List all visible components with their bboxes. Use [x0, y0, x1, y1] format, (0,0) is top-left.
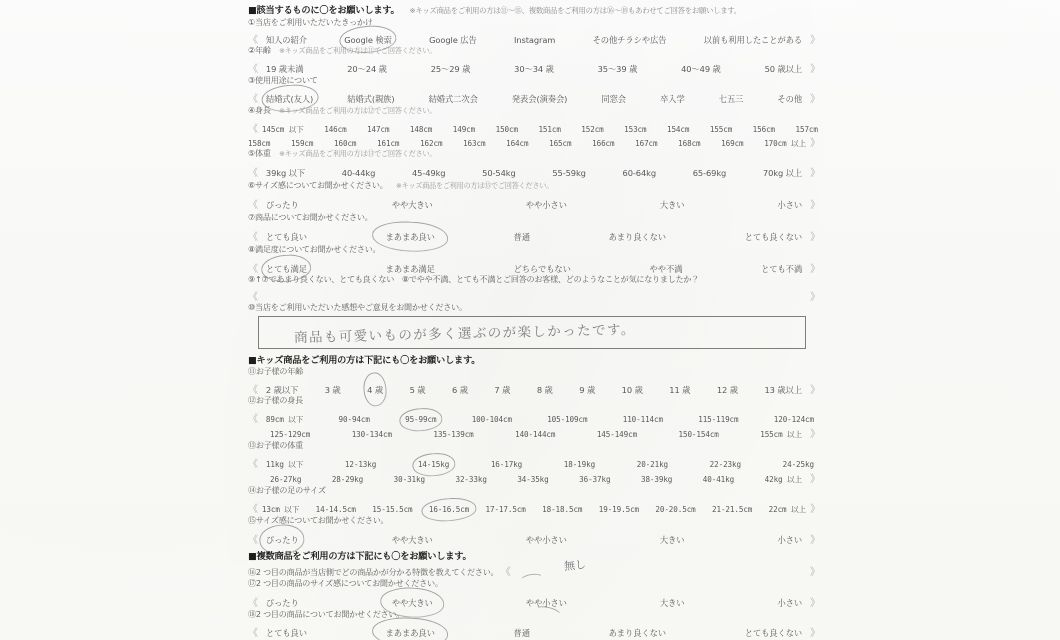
bracket-left: 《 — [248, 264, 258, 275]
option-q2-1[interactable]: 20～24 歳 — [347, 64, 387, 74]
option-q4-4[interactable]: 149cm — [452, 125, 476, 134]
option-q3-1[interactable]: 結婚式(親族) — [347, 94, 395, 104]
main-banner-note: ※キッズ商品をご利用の方は⑪～⑮、複数商品をご利用の方は⑯～⑱もあわせてご回答をお願いします。 — [409, 6, 741, 15]
question-4-options-row2 — [248, 134, 820, 149]
option-q13-13[interactable]: 36-37kg — [579, 475, 611, 484]
option-q12-0[interactable]: 89cm 以下 — [265, 415, 304, 424]
question-2-label: ②年齢 ※キッズ商品をご利用の方は⑪でご回答ください。 — [248, 45, 437, 55]
option-q12-4[interactable]: 105-109cm — [547, 415, 588, 424]
option-q12-3[interactable]: 100-104cm — [471, 415, 512, 424]
option-q18-3[interactable]: あまり良くない — [608, 628, 666, 638]
option-q12-13[interactable]: 150-154cm — [678, 430, 719, 439]
option-q18-2[interactable]: 普通 — [513, 628, 530, 638]
bracket-left: 《 — [248, 64, 258, 75]
question-8-options — [248, 260, 820, 275]
option-q4-0[interactable]: 145cm 以下 — [261, 125, 304, 134]
option-q6-2[interactable]: やや小さい — [525, 200, 567, 210]
bracket-right: 》 — [810, 598, 820, 609]
option-q1-2[interactable]: Google 広告 — [429, 35, 477, 45]
bracket-right: 》 — [810, 504, 820, 515]
question-16-label: ⑯2 つ目の商品が当店側でどの商品かが分かる特徴を教えてください。 《 — [248, 567, 511, 578]
option-q15-0[interactable]: ぴったり — [265, 535, 299, 545]
question-10-label: ⑩当店をご利用いただいた感想やご意見をお聞かせください。 — [248, 302, 467, 312]
option-q5-0[interactable]: 39kg 以下 — [265, 168, 306, 178]
bracket-right: 》 — [810, 138, 820, 149]
main-section-banner — [248, 2, 820, 16]
option-q4-20[interactable]: 165cm — [549, 139, 572, 148]
option-q7-2[interactable]: 普通 — [513, 232, 530, 242]
question-11-options — [248, 381, 820, 396]
option-q11-2[interactable]: 4 歳 — [367, 385, 384, 395]
option-q4-25[interactable]: 170cm 以上 — [764, 139, 807, 148]
option-q2-6[interactable]: 50 歳以上 — [764, 64, 803, 74]
option-q4-12[interactable]: 157cm — [795, 125, 818, 134]
bracket-right: 》 — [810, 168, 820, 179]
bracket-left: 《 — [248, 598, 258, 609]
option-q4-3[interactable]: 148cm — [409, 125, 433, 134]
option-q17-4[interactable]: 小さい — [777, 598, 803, 608]
option-q13-2[interactable]: 14-15kg — [417, 460, 450, 469]
bracket-left: 《 — [248, 535, 258, 546]
option-q4-24[interactable]: 169cm — [721, 139, 744, 148]
question-7-label: ⑦商品についてお聞かせください。 — [248, 212, 373, 222]
option-q6-1[interactable]: やや大きい — [391, 200, 433, 210]
option-q1-0[interactable]: 知人の紹介 — [265, 35, 307, 45]
bracket-left: 《 — [248, 292, 258, 303]
option-q15-1[interactable]: やや大きい — [391, 535, 433, 545]
question-17-options — [248, 594, 820, 609]
option-q13-11[interactable]: 32-33kg — [455, 475, 487, 484]
option-q13-12[interactable]: 34-35kg — [517, 475, 549, 484]
question-6-note: ※キッズ商品をご利用の方は⑮でご回答ください。 — [395, 181, 553, 190]
option-q8-3[interactable]: やや不満 — [649, 264, 683, 274]
option-q4-6[interactable]: 151cm — [538, 125, 561, 134]
bracket-right: 》 — [810, 232, 820, 243]
question-12-label: ⑫お子様の身長 — [248, 395, 303, 405]
bracket-left: 《 — [248, 459, 258, 470]
option-q12-6[interactable]: 115-119cm — [698, 415, 739, 424]
question-4-label: ④身長 ※キッズ商品をご利用の方は⑫でご回答ください。 — [248, 105, 437, 115]
bracket-right: 》 — [810, 292, 820, 303]
bracket-left: 《 — [248, 168, 258, 179]
option-q4-2[interactable]: 147cm — [367, 125, 390, 134]
kids-section-banner: ■キッズ商品をご利用の方は下記にも〇をお願いします。 — [248, 355, 481, 366]
option-q3-4[interactable]: 同窓会 — [601, 94, 626, 104]
bracket-left: 《 — [248, 504, 258, 515]
option-q6-3[interactable]: 大きい — [659, 200, 685, 210]
option-q2-3[interactable]: 30～34 歳 — [514, 64, 554, 74]
option-q5-1[interactable]: 40-44kg — [341, 168, 376, 178]
option-q4-11[interactable]: 156cm — [752, 125, 776, 134]
option-q18-0[interactable]: とても良い — [265, 628, 307, 638]
option-q13-1[interactable]: 12-13kg — [344, 460, 377, 469]
multi-section-banner: ■複数商品をご利用の方は下記にも〇をお願いします。 — [248, 551, 472, 562]
bracket-right: 》 — [810, 264, 820, 275]
bracket-right: 》 — [810, 200, 820, 211]
option-q12-2[interactable]: 95-99cm — [405, 415, 437, 424]
bracket-left: 《 — [248, 232, 258, 243]
option-q17-2[interactable]: やや小さい — [525, 598, 567, 608]
option-q4-17[interactable]: 162cm — [420, 139, 443, 148]
bracket-right: 》 — [810, 64, 820, 75]
option-q4-14[interactable]: 159cm — [291, 139, 314, 148]
option-q4-15[interactable]: 160cm — [334, 139, 357, 148]
option-q1-5[interactable]: 以前も利用したことがある — [703, 35, 803, 45]
bracket-left: 《 — [248, 94, 258, 105]
option-q14-7[interactable]: 20-20.5cm — [655, 505, 696, 514]
option-q12-1[interactable]: 90-94cm — [338, 415, 370, 424]
option-q4-10[interactable]: 155cm — [709, 125, 733, 134]
option-q4-21[interactable]: 166cm — [592, 139, 615, 148]
question-3-options — [248, 90, 820, 105]
option-q6-4[interactable]: 小さい — [777, 200, 803, 210]
option-q4-23[interactable]: 168cm — [678, 139, 701, 148]
question-2-options — [248, 60, 820, 75]
option-q12-9[interactable]: 130-134cm — [351, 430, 392, 439]
option-q13-6[interactable]: 22-23kg — [709, 460, 741, 469]
option-q13-5[interactable]: 20-21kg — [636, 460, 669, 469]
option-q11-5[interactable]: 7 歳 — [494, 385, 511, 395]
option-q7-3[interactable]: あまり良くない — [608, 232, 666, 242]
option-q17-3[interactable]: 大きい — [659, 598, 685, 608]
question-5-note: ※キッズ商品をご利用の方は⑬でご回答ください。 — [279, 149, 437, 158]
question-14-label: ⑭お子様の足のサイズ — [248, 485, 326, 495]
option-q4-5[interactable]: 150cm — [495, 125, 518, 134]
question-6-options — [248, 196, 820, 211]
option-q7-4[interactable]: とても良くない — [744, 232, 803, 242]
option-q4-16[interactable]: 161cm — [377, 139, 400, 148]
option-q11-8[interactable]: 10 歳 — [621, 385, 643, 395]
form-content-column — [248, 0, 820, 640]
question-1-label: ①当店をご利用いただいたきっかけ — [248, 17, 373, 27]
question-9-label: ⑨↑⑦であまり良くない、とても良くない ⑧でやや不満、とても不満とご回答のお客様、どのようなことが気になりましたか？ — [248, 274, 700, 284]
option-q13-7[interactable]: 24-25kg — [782, 460, 814, 469]
option-q13-0[interactable]: 11kg 以下 — [265, 460, 304, 469]
option-q11-1[interactable]: 3 歳 — [324, 385, 341, 395]
bracket-left: 《 — [248, 200, 258, 211]
option-q5-5[interactable]: 60-64kg — [622, 168, 657, 178]
question-5-label: ⑤体重 ※キッズ商品をご利用の方は⑬でご回答ください。 — [248, 148, 437, 158]
question-18-options — [248, 624, 820, 639]
option-q14-8[interactable]: 21-21.5cm — [712, 505, 753, 514]
question-17-label: ⑰2 つ目の商品のサイズ感についてお聞かせください。 — [248, 578, 443, 588]
option-q13-8[interactable]: 26-27kg — [270, 475, 302, 484]
option-q14-1[interactable]: 14-14.5cm — [315, 505, 356, 514]
option-q14-2[interactable]: 15-15.5cm — [372, 505, 413, 514]
option-q1-4[interactable]: その他チラシや広告 — [592, 35, 667, 45]
option-q17-0[interactable]: ぴったり — [265, 598, 299, 608]
question-18-label: ⑱2 つ目の商品についてお聞かせください。 — [248, 609, 405, 619]
option-q14-6[interactable]: 19-19.5cm — [598, 505, 640, 514]
option-q2-0[interactable]: 19 歳未満 — [265, 64, 304, 74]
option-q11-9[interactable]: 11 歳 — [669, 385, 691, 395]
option-q3-3[interactable]: 発表会(演奏会) — [511, 94, 568, 104]
option-q13-3[interactable]: 16-17kg — [490, 460, 523, 469]
option-q4-13[interactable]: 158cm — [248, 139, 271, 148]
option-q13-14[interactable]: 38-39kg — [640, 475, 673, 484]
question-1-options — [248, 31, 820, 46]
option-q5-4[interactable]: 55-59kg — [552, 168, 586, 178]
option-q5-6[interactable]: 65-69kg — [692, 168, 727, 178]
option-q14-9[interactable]: 22cm 以上 — [768, 505, 806, 514]
question-13-options-row2 — [248, 470, 820, 485]
option-q5-7[interactable]: 70kg 以上 — [762, 168, 803, 178]
question-16-bracket-right: 》 — [810, 567, 820, 578]
option-q2-2[interactable]: 25～29 歳 — [430, 64, 471, 74]
option-q8-0[interactable]: とても満足 — [265, 264, 307, 274]
question-13-options-row1 — [248, 455, 820, 470]
question-4-note: ※キッズ商品をご利用の方は⑫でご回答ください。 — [279, 106, 437, 115]
option-q5-2[interactable]: 45-49kg — [411, 168, 446, 178]
option-q3-0[interactable]: 結婚式(友人) — [265, 94, 314, 104]
option-q7-0[interactable]: とても良い — [265, 232, 307, 242]
option-q17-1[interactable]: やや大きい — [391, 598, 433, 608]
option-q4-1[interactable]: 146cm — [324, 125, 347, 134]
option-q6-0[interactable]: ぴったり — [265, 200, 299, 210]
option-q13-16[interactable]: 42kg 以上 — [764, 475, 802, 484]
option-q15-2[interactable]: やや小さい — [525, 535, 567, 545]
question-6-label: ⑥サイズ感についてお聞かせください。 ※キッズ商品をご利用の方は⑮でご回答ください。 — [248, 180, 553, 190]
bracket-left: 《 — [248, 628, 258, 639]
option-q8-4[interactable]: とても不満 — [761, 264, 803, 274]
question-2-note: ※キッズ商品をご利用の方は⑪でご回答ください。 — [279, 46, 437, 55]
question-16-answer-handwriting: 無し — [563, 557, 587, 574]
question-5-options — [248, 164, 820, 179]
option-q3-5[interactable]: 卒入学 — [660, 94, 685, 104]
question-9-answer-line[interactable] — [248, 288, 820, 303]
question-15-options — [248, 531, 820, 546]
option-q11-11[interactable]: 13 歳以上 — [764, 385, 802, 395]
bracket-right: 》 — [810, 628, 820, 639]
option-q4-7[interactable]: 152cm — [581, 125, 604, 134]
option-q12-5[interactable]: 110-114cm — [622, 415, 663, 424]
option-q11-6[interactable]: 8 歳 — [536, 385, 553, 395]
question-7-options — [248, 228, 820, 243]
question-8-label: ⑧満足度についてお聞かせください。 — [248, 244, 381, 254]
question-11-label: ⑪お子様の年齢 — [248, 366, 303, 376]
question-10-answer-handwriting: 商品も可愛いものが多く選ぶのが楽しかったです。 — [293, 321, 636, 347]
option-q5-3[interactable]: 50-54kg — [482, 168, 516, 178]
main-banner-label: ■該当するものに〇をお願いします。 — [248, 5, 400, 16]
option-q7-1[interactable]: まあまあ良い — [385, 232, 435, 242]
option-q4-18[interactable]: 163cm — [463, 139, 486, 148]
option-q8-1[interactable]: まあまあ満足 — [385, 264, 435, 274]
option-q11-10[interactable]: 12 歳 — [716, 385, 738, 395]
option-q14-3[interactable]: 16-16.5cm — [428, 505, 470, 514]
option-q4-22[interactable]: 167cm — [635, 139, 658, 148]
option-q14-4[interactable]: 17-17.5cm — [485, 505, 526, 514]
option-q11-0[interactable]: 2 歳以下 — [265, 385, 299, 395]
bracket-right: 》 — [810, 429, 820, 440]
bracket-left: 《 — [248, 35, 258, 46]
question-12-options-row1 — [248, 410, 820, 425]
option-q8-2[interactable]: どちらでもない — [513, 264, 571, 274]
bracket-left: 《 — [248, 414, 258, 425]
bracket-right: 》 — [810, 94, 820, 105]
option-q1-1[interactable]: Google 検索 — [344, 35, 392, 45]
option-q13-9[interactable]: 28-29kg — [331, 475, 364, 484]
bracket-right: 》 — [810, 474, 820, 485]
question-13-label: ⑬お子様の体重 — [248, 440, 303, 450]
option-q3-7[interactable]: その他 — [777, 94, 803, 104]
option-q4-9[interactable]: 154cm — [666, 125, 690, 134]
question-15-label: ⑮サイズ感についてお聞かせください。 — [248, 515, 389, 525]
option-q15-3[interactable]: 大きい — [659, 535, 685, 545]
option-q2-4[interactable]: 35～39 歳 — [597, 64, 638, 74]
option-q1-3[interactable]: Instagram — [513, 35, 556, 45]
option-q13-15[interactable]: 40-41kg — [702, 475, 735, 484]
option-q15-4[interactable]: 小さい — [777, 535, 803, 545]
question-3-label: ③使用用途について — [248, 75, 318, 85]
option-q11-4[interactable]: 6 歳 — [451, 385, 468, 395]
option-q14-5[interactable]: 18-18.5cm — [542, 505, 583, 514]
option-q18-4[interactable]: とても良くない — [744, 628, 803, 638]
option-q12-7[interactable]: 120-124cm — [773, 415, 814, 424]
option-q12-14[interactable]: 155cm 以上 — [760, 430, 803, 439]
bracket-right: 》 — [810, 35, 820, 46]
option-q12-8[interactable]: 125-129cm — [270, 430, 311, 439]
option-q3-6[interactable]: 七五三 — [718, 94, 744, 104]
bracket-right: 》 — [810, 385, 820, 396]
bracket-left: 《 — [500, 567, 511, 578]
question-12-options-row2 — [248, 425, 820, 440]
option-q14-0[interactable]: 13cm 以下 — [261, 505, 300, 514]
option-q11-3[interactable]: 5 歳 — [409, 385, 426, 395]
option-q18-1[interactable]: まあまあ良い — [385, 628, 435, 638]
option-q12-10[interactable]: 135-139cm — [433, 430, 474, 439]
option-q13-4[interactable]: 18-19kg — [563, 460, 596, 469]
bracket-left: 《 — [248, 385, 258, 396]
question-4-options-row1 — [248, 120, 820, 135]
option-q13-10[interactable]: 30-31kg — [393, 475, 425, 484]
option-q3-2[interactable]: 結婚式二次会 — [428, 94, 478, 104]
option-q4-19[interactable]: 164cm — [506, 139, 529, 148]
option-q12-11[interactable]: 140-144cm — [515, 430, 556, 439]
bracket-left: 《 — [248, 124, 258, 135]
option-q12-12[interactable]: 145-149cm — [596, 430, 638, 439]
bracket-right: 》 — [810, 535, 820, 546]
option-q4-8[interactable]: 153cm — [624, 125, 647, 134]
option-q2-5[interactable]: 40～49 歳 — [681, 64, 721, 74]
question-14-options — [248, 500, 820, 515]
option-q11-7[interactable]: 9 歳 — [579, 385, 596, 395]
